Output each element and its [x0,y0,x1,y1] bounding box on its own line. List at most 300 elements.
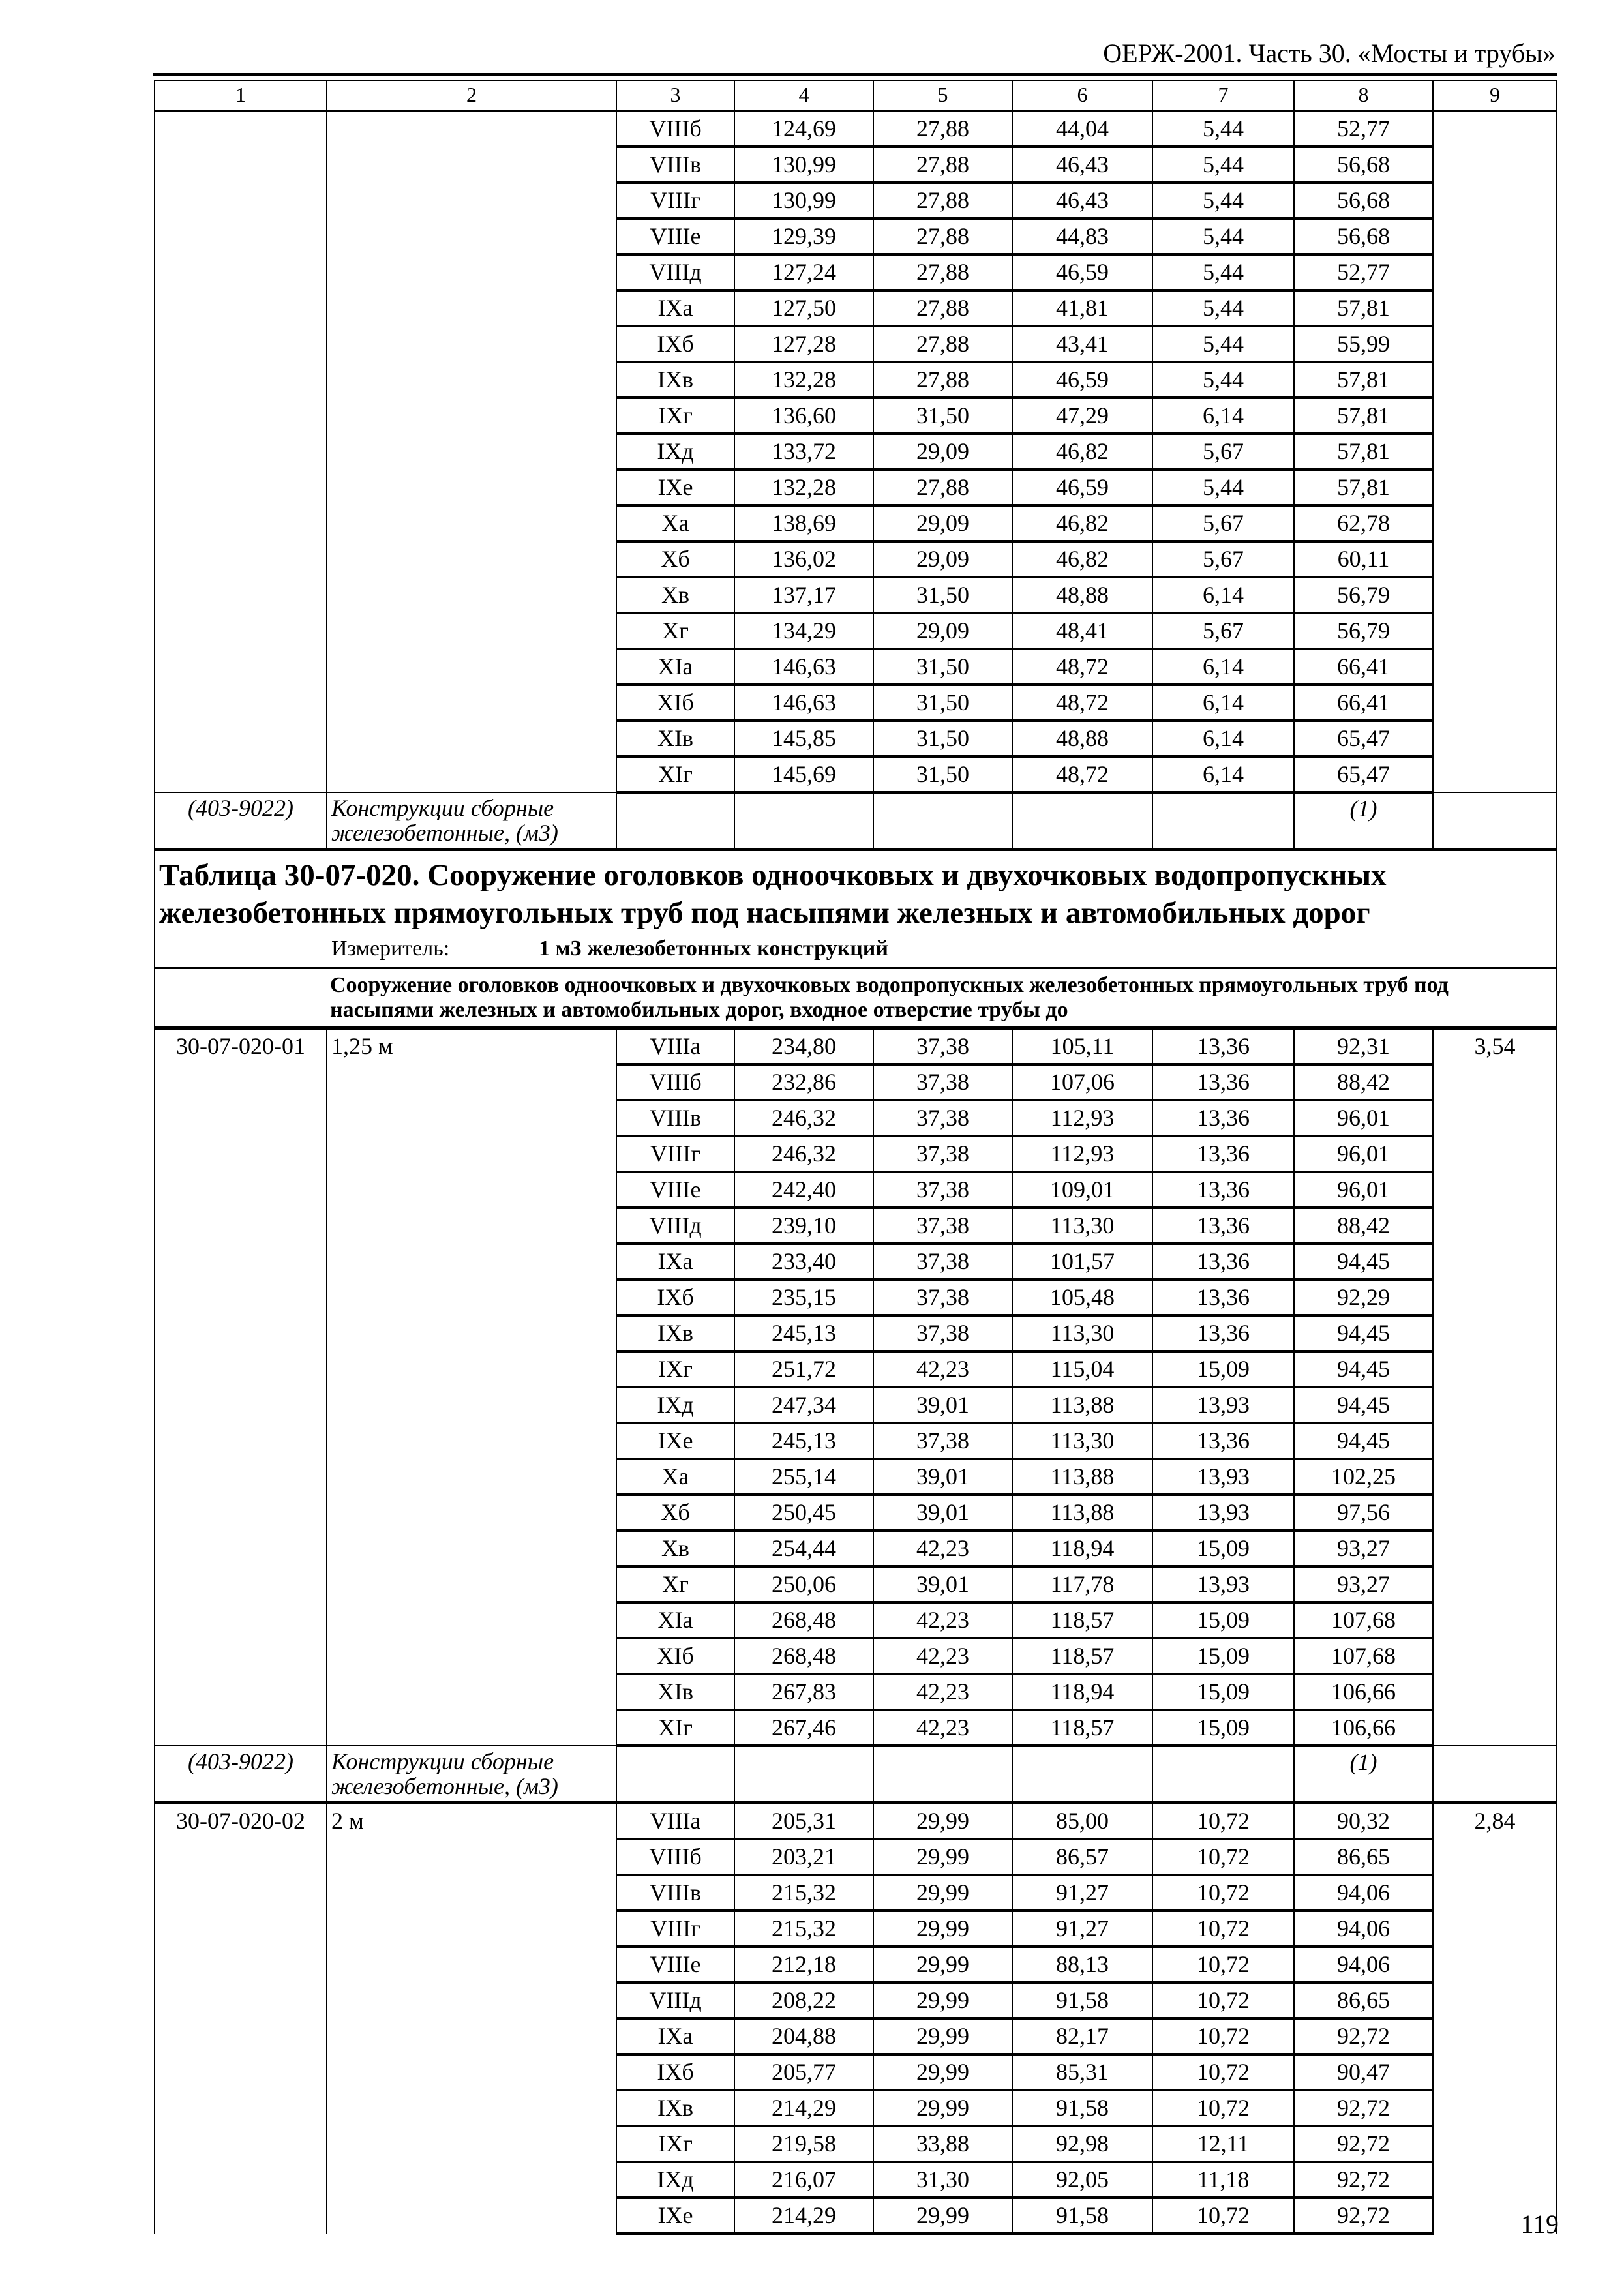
category-cell: VIIIв [616,147,734,183]
table-row [155,111,1557,147]
category-cell: XIв [616,721,734,756]
code-cell: 30-07-020-02 [155,1803,327,1840]
value-cell: 29,99 [873,1947,1012,1982]
category-cell: VIIIб [616,1839,734,1875]
table-row [155,1387,1557,1423]
value-cell: 46,59 [1012,470,1152,505]
value-cell: 215,32 [734,1911,873,1947]
value-cell: 93,27 [1294,1531,1433,1566]
column-number: 3 [616,80,734,111]
name-cell [327,1602,616,1638]
value-cell: 251,72 [734,1351,873,1387]
value-cell: 127,28 [734,326,873,362]
value-cell: 107,68 [1294,1602,1433,1638]
value-cell: 106,66 [1294,1710,1433,1746]
category-cell: IXе [616,1423,734,1459]
value-cell: 13,36 [1152,1315,1294,1351]
value-cell: 137,17 [734,577,873,613]
table-row [155,1566,1557,1602]
value-cell: 46,82 [1012,541,1152,577]
value-cell: 92,98 [1012,2126,1152,2162]
table-row [155,577,1557,613]
value-cell: 85,00 [1012,1803,1152,1840]
category-cell: IXб [616,326,734,362]
value-cell: 57,81 [1294,470,1433,505]
value-cell: 245,13 [734,1315,873,1351]
code-cell [155,1839,327,1875]
value-cell: 5,44 [1152,147,1294,183]
table-row [155,505,1557,541]
value-cell: 56,79 [1294,613,1433,649]
value-cell: 96,01 [1294,1100,1433,1136]
table-row [155,290,1557,326]
name-cell [327,111,616,147]
value-cell: 215,32 [734,1875,873,1911]
value-cell: 43,41 [1012,326,1152,362]
category-cell: Xг [616,1566,734,1602]
value-cell: 39,01 [873,1566,1012,1602]
resource-code: (403-9022) [155,1746,327,1803]
value-cell: 113,30 [1012,1423,1152,1459]
value-cell: 62,78 [1294,505,1433,541]
name-cell [327,470,616,505]
value-cell: 94,45 [1294,1423,1433,1459]
value-cell: 109,01 [1012,1172,1152,1208]
col9-cell [1433,1279,1557,1315]
table-row [155,2054,1557,2090]
measure-label: Измеритель: [331,936,450,961]
value-cell: 48,72 [1012,756,1152,792]
value-cell: 13,36 [1152,1136,1294,1172]
category-cell: IXб [616,1279,734,1315]
category-cell: Xб [616,1495,734,1531]
code-cell [155,1100,327,1136]
value-cell: 250,06 [734,1566,873,1602]
value-cell: 117,78 [1012,1566,1152,1602]
value-cell: 118,94 [1012,1531,1152,1566]
value-cell: 6,14 [1152,398,1294,434]
value-cell: 203,21 [734,1839,873,1875]
code-cell [155,1566,327,1602]
value-cell: 132,28 [734,362,873,398]
code-cell [155,1875,327,1911]
name-cell [327,1710,616,1746]
code-cell [155,326,327,362]
value-cell: 88,42 [1294,1064,1433,1100]
code-cell [155,1315,327,1351]
name-cell [327,505,616,541]
col9-cell [1433,756,1557,792]
code-cell [155,2018,327,2054]
table-row [155,1208,1557,1244]
name-cell [327,1136,616,1172]
table-row [155,649,1557,685]
value-cell: 5,67 [1152,505,1294,541]
value-cell: 212,18 [734,1947,873,1982]
code-cell [155,2090,327,2126]
value-cell: 10,72 [1152,1839,1294,1875]
value-cell: 39,01 [873,1459,1012,1495]
col9-cell [1433,1875,1557,1911]
table-row [155,1423,1557,1459]
value-cell: 145,69 [734,756,873,792]
code-cell [155,1674,327,1710]
value-cell: 5,44 [1152,218,1294,254]
name-cell [327,183,616,218]
value-cell: 235,15 [734,1279,873,1315]
table-row [155,2162,1557,2198]
code-cell [155,649,327,685]
value-cell: 5,44 [1152,254,1294,290]
code-cell [155,1911,327,1947]
value-cell: 31,30 [873,2162,1012,2198]
value-cell: 118,94 [1012,1674,1152,1710]
value-cell: 15,09 [1152,1602,1294,1638]
col9-cell: 2,84 [1433,1803,1557,1840]
col9-cell [1433,1602,1557,1638]
value-cell: 91,58 [1012,2198,1152,2234]
value-cell: 27,88 [873,470,1012,505]
value-cell: 86,57 [1012,1839,1152,1875]
table-row [155,1947,1557,1982]
code-cell [155,1208,327,1244]
col9-cell [1433,1638,1557,1674]
value-cell: 88,13 [1012,1947,1152,1982]
value-cell: 42,23 [873,1351,1012,1387]
value-cell: 6,14 [1152,756,1294,792]
value-cell: 52,77 [1294,254,1433,290]
value-cell: 31,50 [873,685,1012,721]
value-cell: 15,09 [1152,1638,1294,1674]
name-cell [327,1982,616,2018]
table-row [155,1459,1557,1495]
value-cell: 46,82 [1012,434,1152,470]
value-cell: 6,14 [1152,577,1294,613]
value-cell: 27,88 [873,326,1012,362]
value-cell: 27,88 [873,183,1012,218]
category-cell: VIIIа [616,1028,734,1065]
col9-cell [1433,1136,1557,1172]
value-cell: 127,50 [734,290,873,326]
category-cell: Xг [616,613,734,649]
table-body [155,80,1557,2234]
category-cell: IXе [616,470,734,505]
category-cell: IXв [616,362,734,398]
col9-cell [1433,1208,1557,1244]
code-cell [155,1602,327,1638]
table-row [155,685,1557,721]
value-cell: 92,72 [1294,2126,1433,2162]
value-cell: 94,45 [1294,1315,1433,1351]
value-cell: 91,27 [1012,1875,1152,1911]
table-row [155,1803,1557,1840]
value-cell: 267,46 [734,1710,873,1746]
category-cell: XIв [616,1674,734,1710]
col9-cell [1433,1100,1557,1136]
value-cell: 48,72 [1012,685,1152,721]
code-cell [155,1244,327,1279]
value-cell: 205,31 [734,1803,873,1840]
value-cell: 12,11 [1152,2126,1294,2162]
name-cell [327,1279,616,1315]
col9-cell [1433,2162,1557,2198]
value-cell: 57,81 [1294,398,1433,434]
code-cell [155,1172,327,1208]
value-cell: 42,23 [873,1531,1012,1566]
name-cell [327,1674,616,1710]
value-cell: 29,99 [873,1839,1012,1875]
value-cell: 31,50 [873,398,1012,434]
value-cell: 5,44 [1152,290,1294,326]
value-cell: 233,40 [734,1244,873,1279]
name-cell [327,613,616,649]
value-cell: 112,93 [1012,1136,1152,1172]
value-cell: 42,23 [873,1674,1012,1710]
code-cell [155,218,327,254]
value-cell: 90,32 [1294,1803,1433,1840]
code-cell [155,577,327,613]
name-cell [327,1638,616,1674]
col9-cell [1433,183,1557,218]
table-title: Таблица 30-07-020. Сооружение оголовков одноочковых и двухочковых водопропускных железобетонных прямоугольных труб под насыпями железных и автомобильных дорог [159,858,1387,930]
category-cell: VIIIб [616,1064,734,1100]
category-cell: IXг [616,398,734,434]
col9-cell [1433,398,1557,434]
value-cell: 33,88 [873,2126,1012,2162]
value-cell: 92,72 [1294,2198,1433,2234]
code-cell [155,1531,327,1566]
code-cell [155,183,327,218]
value-cell: 5,44 [1152,362,1294,398]
value-cell: 13,36 [1152,1100,1294,1136]
value-cell: 65,47 [1294,721,1433,756]
category-cell: Xб [616,541,734,577]
value-cell: 219,58 [734,2126,873,2162]
value-cell: 138,69 [734,505,873,541]
table-row [155,1911,1557,1947]
table-row [155,218,1557,254]
value-cell: 29,09 [873,434,1012,470]
value-cell: 88,42 [1294,1208,1433,1244]
value-cell: 66,41 [1294,649,1433,685]
code-cell [155,685,327,721]
table-row [155,1351,1557,1387]
value-cell: 39,01 [873,1495,1012,1531]
value-cell: 29,99 [873,2018,1012,2054]
column-number: 1 [155,80,327,111]
value-cell: 31,50 [873,577,1012,613]
table-row [155,1674,1557,1710]
col9-cell [1433,470,1557,505]
category-cell: VIIIг [616,1136,734,1172]
code-cell [155,1279,327,1315]
category-cell: VIIIд [616,1208,734,1244]
value-cell: 113,88 [1012,1387,1152,1423]
name-cell [327,1208,616,1244]
category-cell: XIг [616,756,734,792]
value-cell: 15,09 [1152,1351,1294,1387]
col9-cell [1433,1531,1557,1566]
column-number: 7 [1152,80,1294,111]
measure-line [155,932,1556,967]
value-cell: 5,44 [1152,111,1294,147]
col9-cell [1433,111,1557,147]
name-cell [327,147,616,183]
value-cell: 208,22 [734,1982,873,2018]
name-cell [327,362,616,398]
value-cell: 48,72 [1012,649,1152,685]
col9-cell [1433,1566,1557,1602]
value-cell: 10,72 [1152,2018,1294,2054]
table-row [155,1531,1557,1566]
category-cell: IXа [616,2018,734,2054]
col9-cell [1433,434,1557,470]
value-cell: 91,27 [1012,1911,1152,1947]
code-cell [155,398,327,434]
category-cell: IXб [616,2054,734,2090]
value-cell: 5,44 [1152,470,1294,505]
value-cell: 216,07 [734,2162,873,2198]
resource-name: Конструкции сборные железобетонные, (м3) [327,792,616,850]
name-cell [327,2018,616,2054]
col9-cell [1433,1172,1557,1208]
col9-cell [1433,1911,1557,1947]
category-cell: XIа [616,1602,734,1638]
category-cell: IXа [616,1244,734,1279]
code-cell [155,111,327,147]
name-cell [327,1423,616,1459]
table-row [155,2198,1557,2234]
measure-value: 1 м3 железобетонных конструкций [539,936,888,961]
category-cell: XIг [616,1710,734,1746]
value-cell: 129,39 [734,218,873,254]
category-cell: VIIIб [616,111,734,147]
value-cell: 13,36 [1152,1208,1294,1244]
value-cell: 113,88 [1012,1495,1152,1531]
value-cell: 37,38 [873,1100,1012,1136]
col9-cell [1433,362,1557,398]
code-cell [155,505,327,541]
value-cell: 29,09 [873,613,1012,649]
value-cell: 127,24 [734,254,873,290]
code-cell [155,1947,327,1982]
value-cell: 106,66 [1294,1674,1433,1710]
name-cell [327,577,616,613]
code-cell [155,1459,327,1495]
col9-cell [1433,1495,1557,1531]
table-row [155,1875,1557,1911]
value-cell: 118,57 [1012,1602,1152,1638]
value-cell: 13,93 [1152,1566,1294,1602]
col9-cell [1433,541,1557,577]
name-cell [327,398,616,434]
value-cell: 246,32 [734,1136,873,1172]
col9-cell [1433,721,1557,756]
table-row [155,147,1557,183]
category-cell: IXв [616,1315,734,1351]
category-cell: XIб [616,685,734,721]
value-cell: 56,68 [1294,183,1433,218]
col9-cell [1433,2090,1557,2126]
name-cell [327,1947,616,1982]
resource-note-row [155,792,1557,850]
table-row [155,434,1557,470]
value-cell: 124,69 [734,111,873,147]
category-cell: IXг [616,1351,734,1387]
value-cell: 268,48 [734,1638,873,1674]
value-cell: 101,57 [1012,1244,1152,1279]
value-cell: 234,80 [734,1028,873,1065]
category-cell: IXд [616,2162,734,2198]
column-number: 2 [327,80,616,111]
col9-cell [1433,2018,1557,2054]
column-number: 4 [734,80,873,111]
value-cell: 94,45 [1294,1244,1433,1279]
value-cell: 37,38 [873,1136,1012,1172]
table-row [155,1495,1557,1531]
value-cell: 46,59 [1012,362,1152,398]
col9-cell [1433,1674,1557,1710]
table-row [155,1279,1557,1315]
value-cell: 5,67 [1152,434,1294,470]
value-cell: 46,43 [1012,183,1152,218]
category-cell: Xв [616,1531,734,1566]
name-cell [327,1531,616,1566]
value-cell: 27,88 [873,218,1012,254]
code-cell [155,1423,327,1459]
col9-cell [1433,577,1557,613]
value-cell: 42,23 [873,1602,1012,1638]
code-cell [155,2054,327,2090]
col9-cell [1433,1387,1557,1423]
value-cell: 27,88 [873,147,1012,183]
value-cell: 245,13 [734,1423,873,1459]
col9-cell [1433,1947,1557,1982]
value-cell: 246,32 [734,1100,873,1136]
category-cell: IXа [616,290,734,326]
value-cell: 44,04 [1012,111,1152,147]
value-cell: 82,17 [1012,2018,1152,2054]
value-cell: 13,36 [1152,1028,1294,1065]
value-cell: 37,38 [873,1244,1012,1279]
name-cell [327,2054,616,2090]
code-cell [155,1495,327,1531]
table-title-row [155,850,1557,968]
value-cell: 92,72 [1294,2162,1433,2198]
value-cell: 29,99 [873,2198,1012,2234]
value-cell: 57,81 [1294,362,1433,398]
col9-cell [1433,1244,1557,1279]
col9-cell [1433,1351,1557,1387]
col9-cell [1433,2054,1557,2090]
table-row [155,1064,1557,1100]
table-row [155,1710,1557,1746]
table-row [155,2090,1557,2126]
code-cell [155,290,327,326]
column-number: 6 [1012,80,1152,111]
value-cell: 146,63 [734,685,873,721]
value-cell: 5,44 [1152,326,1294,362]
value-cell: 134,29 [734,613,873,649]
value-cell: 31,50 [873,721,1012,756]
category-cell: VIIIв [616,1100,734,1136]
table-row [155,1244,1557,1279]
value-cell: 31,50 [873,649,1012,685]
category-cell: VIIIа [616,1803,734,1840]
category-cell: IXв [616,2090,734,2126]
value-cell: 55,99 [1294,326,1433,362]
value-cell: 13,36 [1152,1172,1294,1208]
